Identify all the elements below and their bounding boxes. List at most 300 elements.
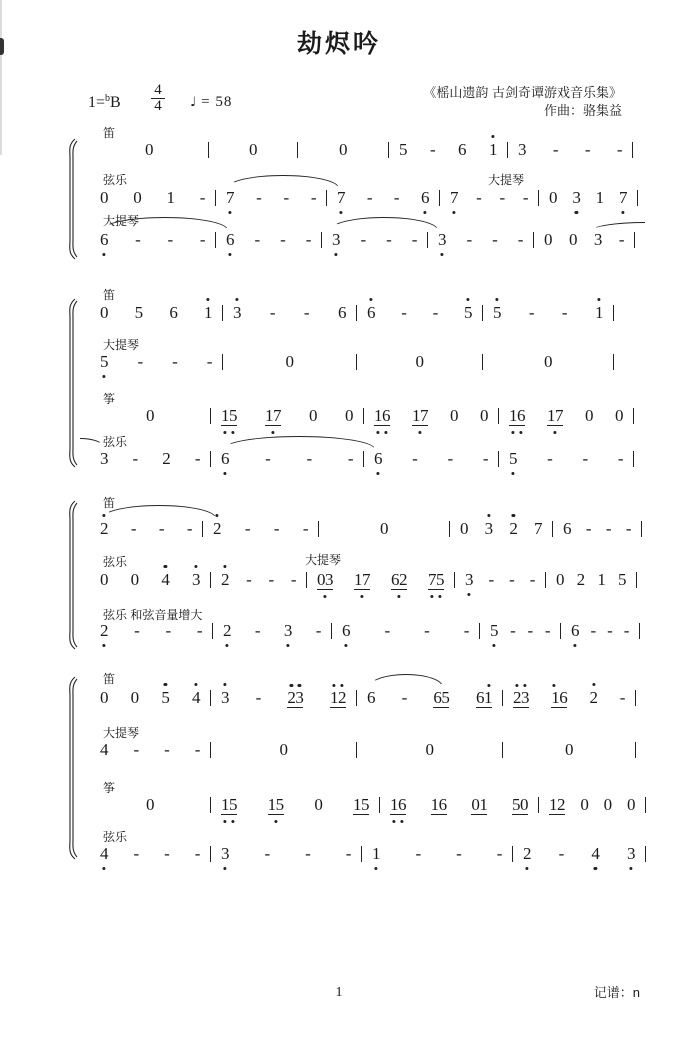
note: 5 (100, 352, 108, 372)
duration-dash: - (165, 621, 171, 640)
duration-dash: - (269, 303, 276, 322)
duration-dash: - (268, 570, 274, 589)
note: 0 (133, 188, 142, 207)
measure (90, 844, 210, 864)
instrument-label: 大提琴 (103, 338, 140, 352)
system-brace (60, 298, 82, 468)
note: 3 (332, 230, 340, 250)
note: 3 (465, 570, 473, 590)
system-brace (60, 500, 82, 650)
staff-row (90, 188, 638, 210)
note: 16 (509, 407, 525, 426)
octave-dot (223, 431, 226, 434)
note: 5 (493, 303, 501, 323)
octave-dot (384, 431, 387, 434)
duration-dash: - (488, 570, 494, 589)
octave-dot (553, 431, 556, 434)
note: 0 (603, 795, 612, 814)
duration-dash: - (528, 303, 535, 322)
octave-dot (512, 514, 515, 517)
octave-dot (592, 683, 595, 686)
note: 6 (571, 621, 579, 641)
measure (480, 621, 560, 641)
octave-dot (164, 683, 167, 686)
instrument-label: 大提琴 (103, 726, 140, 740)
song-title: 劫烬吟 (296, 30, 381, 58)
note: 0 (450, 406, 458, 425)
measure (362, 844, 512, 864)
duration-dash: - (164, 844, 170, 863)
note: 16 (374, 407, 390, 426)
measure (307, 570, 454, 590)
octave-dot (223, 565, 226, 568)
measure (223, 303, 356, 323)
duration-dash: - (186, 519, 192, 538)
slur (369, 674, 443, 687)
duration-dash: - (625, 519, 631, 538)
duration-dash: - (244, 519, 250, 538)
note: 0 (565, 740, 573, 759)
note: 23 (287, 689, 303, 708)
duration-dash: - (305, 844, 311, 863)
duration-dash: - (172, 352, 178, 371)
instrument-label: 筝 (103, 392, 116, 406)
note: 0 (100, 688, 108, 707)
duration-dash: - (605, 519, 611, 538)
note: 0 (568, 230, 577, 249)
staff-row (90, 303, 614, 325)
duration-dash: - (463, 621, 469, 640)
note: 2 (509, 519, 517, 539)
octave-dot (339, 211, 342, 214)
octave-dot (621, 211, 624, 214)
credits-block (423, 84, 622, 120)
measure (428, 230, 533, 250)
duration-dash: - (303, 303, 310, 322)
note: 5 (399, 140, 407, 159)
duration-dash: - (360, 230, 366, 249)
duration-dash: - (510, 621, 516, 640)
measure (211, 688, 356, 708)
duration-dash: - (290, 570, 296, 589)
octave-dot (452, 211, 455, 214)
note: 0 (626, 795, 635, 814)
note: 2 (162, 449, 171, 468)
duration-dash: - (547, 449, 553, 468)
note: 0 (100, 188, 108, 207)
note: 15 (268, 796, 284, 815)
duration-dash: - (199, 188, 205, 207)
note: 1 (597, 570, 606, 589)
slur (102, 505, 216, 518)
octave-dot (228, 253, 231, 256)
measure (90, 449, 210, 469)
duration-dash: - (561, 303, 568, 322)
note: 1 (595, 188, 604, 207)
staff-row (90, 352, 614, 374)
duration-dash: - (424, 621, 430, 640)
staff-row (90, 570, 637, 592)
note: 0 (279, 740, 288, 759)
note: 0 (100, 303, 108, 322)
octave-dot (523, 684, 526, 687)
note: 7 (533, 519, 542, 538)
octave-dot (519, 431, 522, 434)
duration-dash: - (384, 621, 390, 640)
duration-dash: - (412, 449, 418, 468)
duration-dash: - (347, 449, 353, 468)
instrument-label: 大提琴 (488, 173, 525, 187)
duration-dash: - (590, 621, 596, 640)
octave-dot (102, 375, 105, 378)
measure (211, 740, 356, 760)
duration-dash: - (134, 621, 140, 640)
duration-dash: - (617, 449, 623, 468)
barline (645, 846, 646, 862)
note: 15 (221, 407, 237, 426)
octave-dot (194, 565, 197, 568)
note: 23 (513, 689, 529, 708)
measure (327, 188, 439, 208)
note: 0 (285, 352, 294, 371)
note: 0 (549, 188, 557, 207)
quarter-note-icon: ♩ (190, 95, 198, 110)
instrument-label: 弦乐 和弦音量增大 (103, 608, 203, 622)
note: 6 (367, 303, 375, 323)
note: 0 (339, 140, 347, 159)
duration-dash: - (246, 570, 252, 589)
octave-dot (573, 644, 576, 647)
note: 65 (433, 688, 450, 707)
measure (216, 188, 326, 208)
measure (209, 140, 297, 160)
duration-dash: - (522, 188, 528, 207)
tempo-value: = 58 (201, 94, 233, 110)
measure (534, 230, 634, 250)
note: 7 (226, 188, 234, 208)
measure (322, 230, 427, 250)
octave-dot (290, 684, 293, 687)
duration-dash: - (273, 519, 279, 538)
measure (553, 519, 641, 539)
octave-dot (491, 135, 494, 138)
octave-dot (223, 820, 226, 823)
note: 1 (166, 188, 175, 207)
note: 3 (485, 519, 493, 539)
measure (211, 844, 361, 864)
duration-dash: - (366, 188, 373, 207)
measure (483, 352, 613, 372)
note: 3 (192, 570, 200, 590)
octave-dot (515, 684, 518, 687)
slur (591, 222, 645, 231)
measure (440, 188, 538, 208)
duration-dash: - (544, 621, 550, 640)
measure (513, 844, 645, 864)
measure (90, 140, 208, 160)
octave-dot (286, 644, 289, 647)
duration-dash: - (206, 352, 212, 371)
staff-row (90, 795, 646, 817)
staff-row (90, 140, 633, 162)
note: 0 (544, 230, 552, 249)
duration-dash: - (616, 140, 622, 159)
note: 5 (161, 688, 169, 708)
octave-dot (511, 472, 514, 475)
note: 1 (204, 303, 212, 323)
composer: 作曲：骆集益 (543, 103, 622, 118)
note: 6 (226, 230, 234, 250)
note: 3 (100, 449, 108, 468)
octave-dot (102, 253, 105, 256)
octave-dot (487, 514, 490, 517)
note: 2 (221, 570, 229, 590)
note: 6 (342, 621, 350, 641)
note: 17 (412, 407, 428, 426)
duration-dash: - (256, 188, 262, 207)
note: 0 (146, 795, 154, 814)
duration-dash: - (509, 570, 515, 589)
barline (613, 305, 614, 321)
duration-dash: - (411, 230, 417, 249)
barline (613, 354, 614, 370)
instrument-label: 大提琴 (103, 214, 140, 228)
measure (90, 230, 215, 250)
note: 17 (547, 407, 563, 426)
octave-dot (369, 298, 372, 301)
duration-dash: - (527, 621, 533, 640)
octave-dot (466, 298, 469, 301)
measure (332, 621, 479, 641)
octave-dot (164, 565, 167, 568)
duration-dash: - (254, 230, 260, 249)
time-denominator: 4 (154, 98, 162, 114)
duration-dash: - (310, 188, 316, 207)
note: 0 (130, 570, 139, 589)
instrument-label: 笛 (103, 126, 116, 140)
octave-dot (332, 684, 335, 687)
note: 61 (476, 689, 492, 708)
note: 0 (425, 740, 434, 759)
duration-dash: - (194, 740, 200, 759)
octave-dot (440, 253, 443, 256)
note: 17 (354, 571, 370, 590)
note: 6 (374, 449, 382, 469)
measure (90, 519, 202, 539)
system-brace (60, 676, 82, 860)
measure (90, 352, 222, 372)
octave-dot (298, 684, 301, 687)
octave-dot (228, 211, 231, 214)
duration-dash: - (415, 844, 421, 863)
staff-row (90, 406, 634, 428)
duration-dash: - (265, 449, 271, 468)
measure (211, 449, 363, 469)
note: 0 (345, 406, 353, 425)
instrument-label: 笛 (103, 496, 116, 510)
measure (211, 570, 306, 590)
measure (357, 688, 502, 708)
octave-dot (629, 867, 632, 870)
instrument-label: 弦乐 (103, 435, 128, 449)
octave-dot (194, 683, 197, 686)
duration-dash: - (386, 230, 392, 249)
measure (298, 140, 388, 160)
note: 1 (595, 303, 603, 323)
octave-dot (206, 298, 209, 301)
note: 16 (390, 796, 406, 815)
duration-dash: - (167, 230, 173, 249)
barline (635, 742, 636, 758)
octave-dot (344, 644, 347, 647)
note: 1 (372, 844, 380, 864)
note: 2 (590, 688, 598, 708)
staff-row (90, 621, 640, 643)
measure (380, 795, 538, 815)
note: 6 (458, 140, 467, 159)
staff-row (90, 844, 646, 866)
octave-dot (495, 298, 498, 301)
duration-dash: - (196, 621, 202, 640)
duration-dash: - (194, 449, 200, 468)
album-title: 《榣山遗韵 古剑奇谭游戏音乐集》 (423, 85, 622, 100)
duration-dash: - (618, 230, 624, 249)
key-signature (88, 93, 121, 112)
measure (539, 188, 637, 208)
measure (450, 519, 552, 539)
measure (455, 570, 545, 590)
note: 17 (265, 407, 281, 426)
duration-dash: - (585, 519, 591, 538)
instrument-label: 笛 (103, 672, 116, 686)
page-number: 1 (335, 985, 343, 1000)
measure (357, 303, 482, 323)
note: 2 (223, 621, 231, 641)
note: 3 (518, 140, 526, 159)
octave-dot (376, 431, 379, 434)
duration-dash: - (456, 844, 462, 863)
slur (227, 175, 339, 188)
barline (633, 408, 634, 424)
note: 0 (544, 352, 552, 371)
instrument-label: 筝 (103, 781, 116, 795)
octave-dot (575, 211, 578, 214)
measure (499, 449, 633, 469)
octave-dot (492, 644, 495, 647)
duration-dash: - (432, 303, 438, 322)
octave-dot (334, 253, 337, 256)
instrument-label: 笛 (103, 288, 116, 302)
measure (90, 621, 212, 641)
note: 0 (249, 140, 257, 159)
duration-dash: - (315, 621, 321, 640)
barline (633, 451, 634, 467)
duration-dash: - (623, 621, 629, 640)
measure (503, 688, 635, 708)
slur (330, 217, 438, 230)
measure (213, 621, 331, 641)
duration-dash: - (476, 188, 482, 207)
note: 3 (233, 303, 241, 323)
duration-dash: - (529, 570, 535, 589)
octave-dot (223, 683, 226, 686)
instrument-label: 大提琴 (305, 553, 342, 567)
duration-dash: - (306, 449, 312, 468)
instrument-label: 弦乐 (103, 173, 128, 187)
duration-dash: - (132, 449, 138, 468)
duration-dash: - (199, 230, 205, 249)
measure (357, 740, 502, 760)
note: 62 (391, 571, 407, 590)
barline (632, 142, 633, 158)
note: 2 (100, 519, 108, 539)
duration-dash: - (137, 352, 143, 371)
duration-dash: - (552, 140, 558, 159)
measure (539, 795, 645, 815)
octave-dot (594, 867, 597, 870)
note: 0 (580, 795, 589, 814)
note: 0 (100, 570, 108, 589)
duration-dash: - (305, 230, 311, 249)
staff-row (90, 449, 634, 471)
note: 2 (576, 570, 585, 589)
measure (389, 140, 507, 160)
duration-dash: - (280, 230, 286, 249)
measure (357, 352, 482, 372)
note: 3 (221, 844, 229, 864)
duration-dash: - (130, 519, 136, 538)
instrument-label: 弦乐 (103, 830, 128, 844)
system-brace (60, 138, 82, 260)
note: 75 (428, 571, 444, 590)
key-note: B (110, 94, 121, 111)
note: 7 (619, 188, 627, 208)
measure (503, 740, 635, 760)
octave-dot (392, 820, 395, 823)
duration-dash: - (499, 188, 505, 207)
octave-dot (438, 595, 441, 598)
octave-dot (467, 593, 470, 596)
octave-dot (225, 644, 228, 647)
measure (90, 795, 210, 815)
octave-dot (102, 867, 105, 870)
octave-dot (102, 644, 105, 647)
octave-dot (397, 595, 400, 598)
measure (546, 570, 636, 590)
duration-dash: - (584, 140, 590, 159)
duration-dash: - (482, 449, 488, 468)
barline (634, 232, 635, 248)
duration-dash: - (393, 188, 400, 207)
measure (203, 519, 318, 539)
note: 3 (572, 188, 580, 208)
duration-dash: - (582, 449, 588, 468)
octave-dot (597, 298, 600, 301)
octave-dot (340, 684, 343, 687)
flat-sign: b (105, 93, 111, 104)
note: 6 (169, 303, 178, 322)
note: 6 (337, 303, 346, 322)
note: 0 (314, 795, 323, 814)
duration-dash: - (302, 519, 308, 538)
octave-dot (231, 820, 234, 823)
time-signature (149, 83, 167, 114)
note: 4 (100, 844, 108, 864)
note: 2 (523, 844, 531, 864)
barline (641, 521, 642, 537)
measure (211, 795, 379, 815)
note: 0 (480, 406, 488, 425)
